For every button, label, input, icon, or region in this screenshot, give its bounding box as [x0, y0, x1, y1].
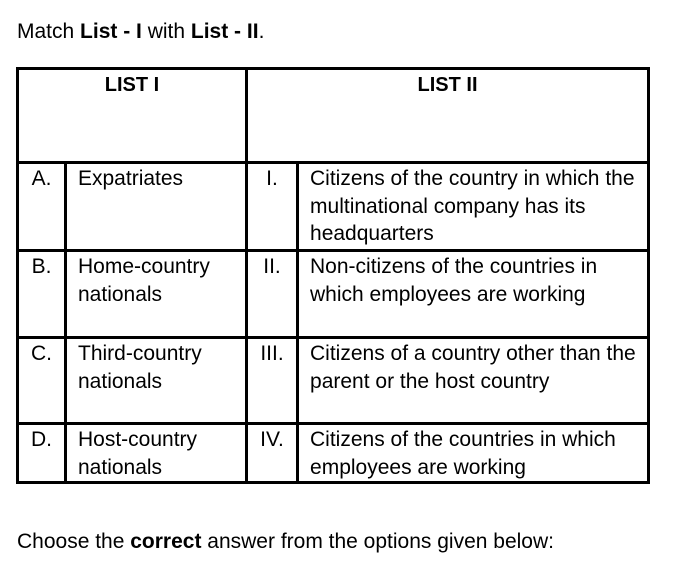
table-row [18, 338, 649, 424]
prompt-text-2: answer from the options given below: [201, 530, 554, 553]
list-1-item: Home-country nationals [66, 251, 247, 338]
list-2-description: Citizens of the countries in which employees are working [298, 424, 649, 483]
row-letter: C. [18, 338, 66, 424]
list-1-item: Third-country nationals [66, 338, 247, 424]
instruction-text-3: . [258, 20, 265, 43]
list-2-description: Citizens of the country in which the multinational company has its headquarters [298, 163, 649, 251]
row-roman-numeral: IV. [247, 424, 298, 483]
table-row [18, 424, 649, 483]
row-roman-numeral: III. [247, 338, 298, 424]
table-row [18, 251, 649, 338]
instruction-list-1: List - I [80, 20, 142, 43]
list-2-description: Citizens of a country other than the parent or the host country [298, 338, 649, 424]
match-table [16, 67, 650, 484]
list-1-header: LIST I [18, 69, 247, 163]
row-roman-numeral: I. [247, 163, 298, 251]
instruction-text-2: with [141, 20, 191, 43]
table-row [18, 163, 649, 251]
row-roman-numeral: II. [247, 251, 298, 338]
instruction-text-1: Match [17, 20, 81, 43]
prompt-emphasis: correct [130, 530, 202, 553]
prompt-text-1: Choose the [17, 530, 131, 553]
question-instruction [17, 20, 264, 44]
table-header-row [18, 69, 649, 163]
list-1-item: Host-country nationals [66, 424, 247, 483]
instruction-list-2: List - II [190, 20, 259, 43]
list-2-description: Non-citizens of the countries in which employees are working [298, 251, 649, 338]
row-letter: B. [18, 251, 66, 338]
list-1-item: Expatriates [66, 163, 247, 251]
answer-prompt [17, 530, 554, 554]
row-letter: D. [18, 424, 66, 483]
list-2-header: LIST II [247, 69, 649, 163]
row-letter: A. [18, 163, 66, 251]
